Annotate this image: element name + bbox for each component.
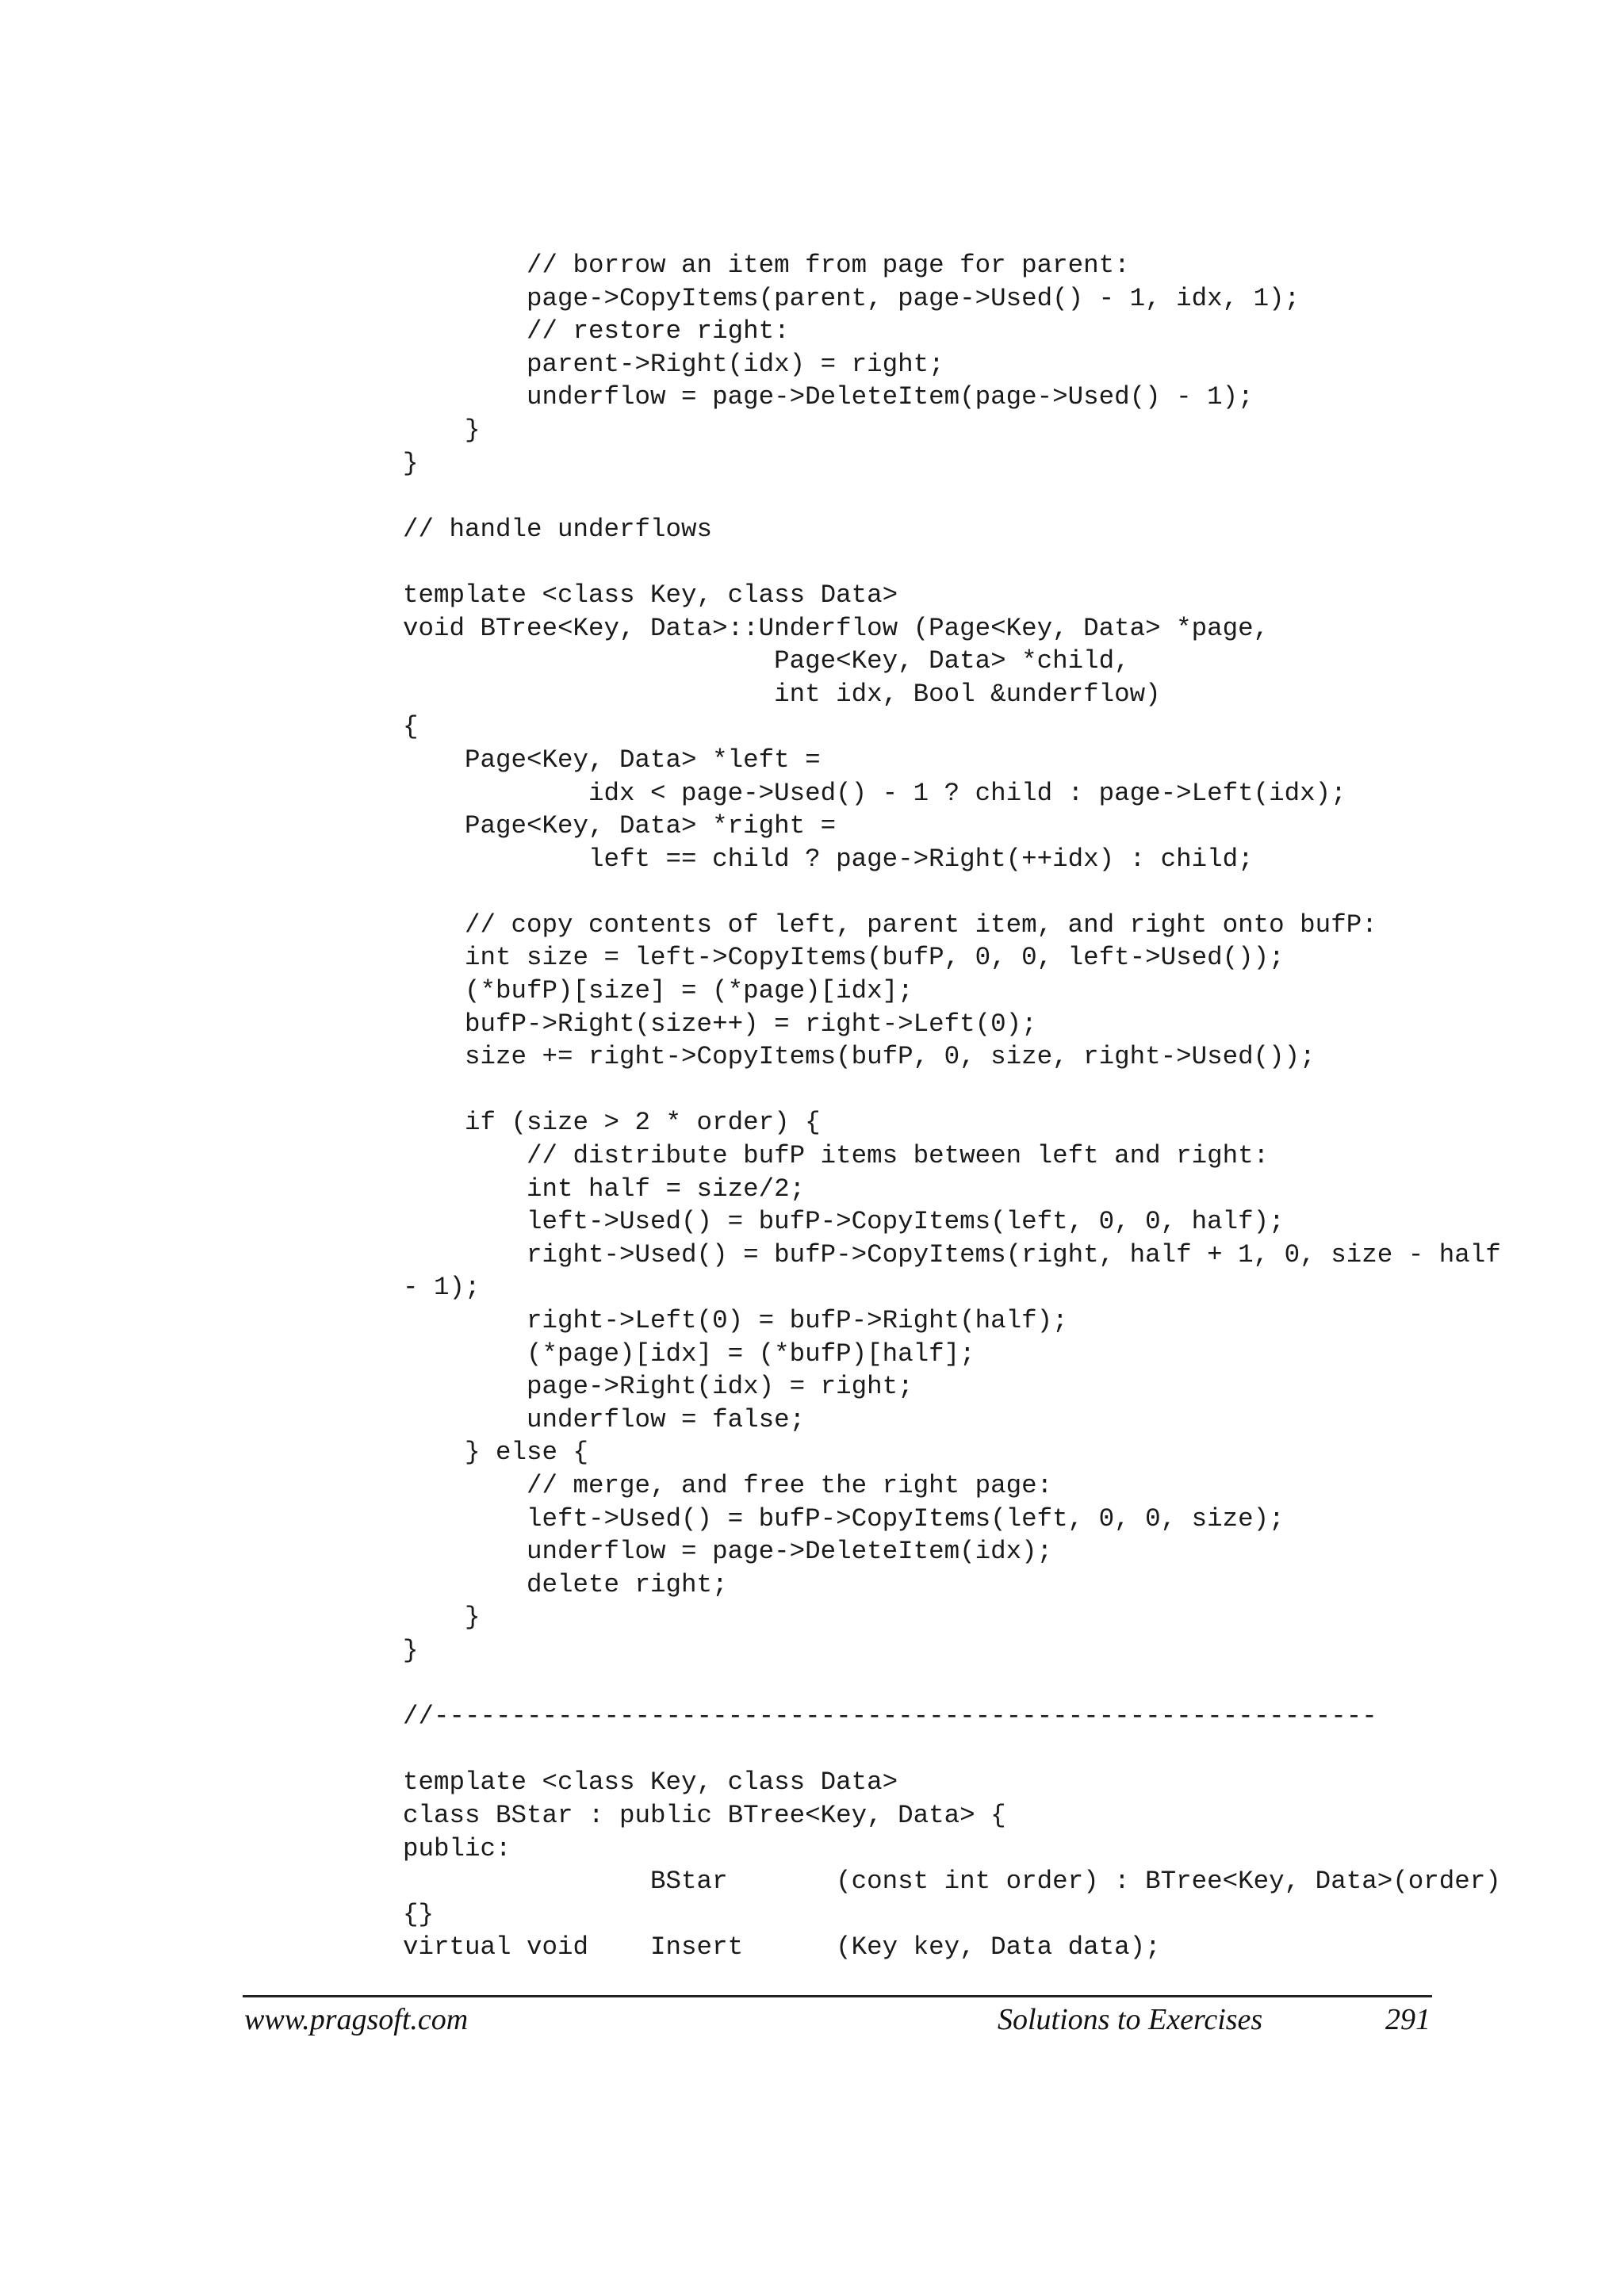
- code-line: // handle underflows: [403, 514, 713, 544]
- code-line: {: [403, 712, 419, 742]
- code-line: right->Left(0) = bufP->Right(half);: [403, 1306, 1068, 1335]
- code-line: } else {: [403, 1438, 589, 1468]
- code-line: virtual void Insert (Key key, Data data);: [403, 1932, 1161, 1963]
- code-line: //-------------------------------------------------------------: [403, 1702, 1377, 1732]
- code-line: }: [403, 1635, 419, 1665]
- code-line: (*page)[idx] = (*bufP)[half];: [403, 1338, 975, 1369]
- code-line: - 1);: [403, 1273, 481, 1303]
- code-line: page->CopyItems(parent, page->Used() - 1, idx, 1);: [403, 283, 1300, 313]
- code-line: [403, 1668, 1450, 1701]
- code-line: [403, 875, 1450, 909]
- code-line: [403, 480, 1450, 513]
- code-line: // copy contents of left, parent item, and right onto bufP:: [403, 910, 1377, 940]
- code-line: idx < page->Used() - 1 ? child : page->Left(idx);: [403, 778, 1346, 808]
- code-line: [403, 546, 1450, 579]
- code-line: template <class Key, class Data>: [403, 1767, 898, 1798]
- footer-section-title: Solutions to Exercises: [998, 2003, 1263, 2036]
- code-line: underflow = page->DeleteItem(page->Used() - 1);: [403, 382, 1254, 412]
- code-line: delete right;: [403, 1569, 728, 1599]
- code-line: Page<Key, Data> *right =: [403, 811, 837, 841]
- code-line: left == child ? page->Right(++idx) : child;: [403, 844, 1254, 874]
- footer-url: www.pragsoft.com: [244, 2003, 469, 2036]
- code-line: Page<Key, Data> *child,: [403, 646, 1130, 676]
- code-line: [403, 1733, 1450, 1767]
- footer-divider: [243, 1995, 1432, 1997]
- code-line: Page<Key, Data> *left =: [403, 745, 821, 775]
- code-line: }: [403, 448, 419, 478]
- code-line: {}: [403, 1899, 435, 1929]
- code-line: if (size > 2 * order) {: [403, 1108, 821, 1138]
- code-line: (*bufP)[size] = (*page)[idx];: [403, 976, 914, 1006]
- code-line: int half = size/2;: [403, 1174, 806, 1204]
- code-line: int idx, Bool &underflow): [403, 679, 1161, 709]
- code-line: }: [403, 415, 481, 445]
- code-line: left->Used() = bufP->CopyItems(left, 0, 0, half);: [403, 1207, 1285, 1237]
- code-line: // borrow an item from page for parent:: [403, 251, 1130, 280]
- code-line: parent->Right(idx) = right;: [403, 349, 944, 379]
- code-line: BStar (const int order) : BTree<Key, Data>(order): [403, 1867, 1501, 1897]
- code-line: class BStar : public BTree<Key, Data> {: [403, 1800, 1006, 1830]
- code-line: // distribute bufP items between left and right:: [403, 1141, 1270, 1171]
- code-line: // merge, and free the right page:: [403, 1470, 1053, 1500]
- code-line: // restore right:: [403, 316, 790, 347]
- code-line: bufP->Right(size++) = right->Left(0);: [403, 1009, 1037, 1039]
- code-line: right->Used() = bufP->CopyItems(right, half + 1, 0, size - half: [403, 1239, 1501, 1270]
- code-listing: [403, 249, 1501, 1964]
- code-line: underflow = page->DeleteItem(idx);: [403, 1537, 1053, 1567]
- code-line: int size = left->CopyItems(bufP, 0, 0, left->Used());: [403, 943, 1285, 973]
- code-line: public:: [403, 1833, 511, 1863]
- code-line: size += right->CopyItems(bufP, 0, size, right->Used());: [403, 1042, 1316, 1072]
- code-line: template <class Key, class Data>: [403, 580, 898, 610]
- code-line: underflow = false;: [403, 1404, 806, 1434]
- code-line: }: [403, 1603, 481, 1633]
- code-line: void BTree<Key, Data>::Underflow (Page<Key, Data> *page,: [403, 613, 1270, 643]
- code-line: left->Used() = bufP->CopyItems(left, 0, 0, size);: [403, 1503, 1285, 1534]
- code-line: [403, 1074, 1450, 1107]
- code-line: page->Right(idx) = right;: [403, 1372, 914, 1402]
- page-number: 291: [1385, 2003, 1431, 2036]
